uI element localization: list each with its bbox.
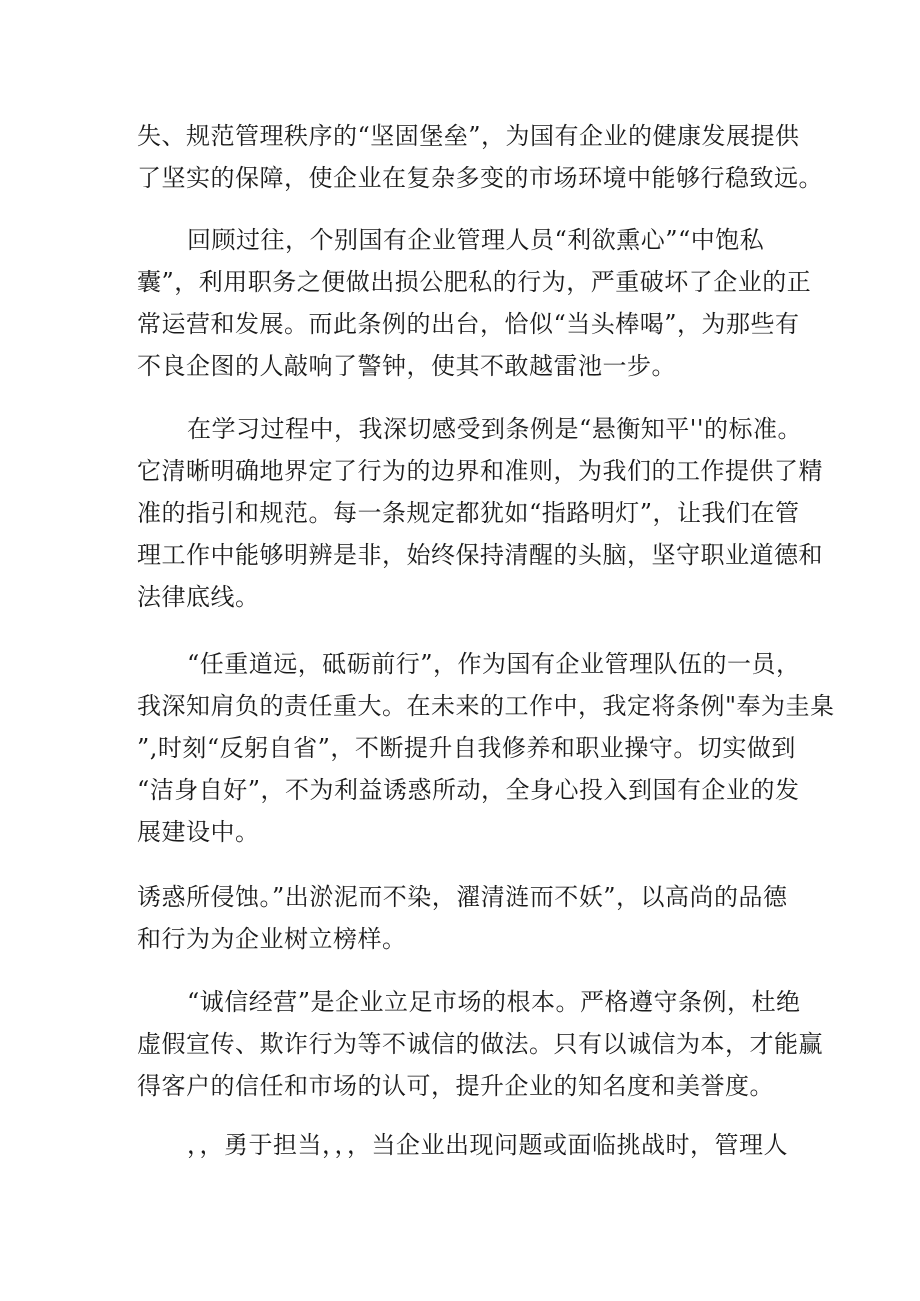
text-line: 了坚实的保障，使企业在复杂多变的市场环境中能够行稳致远。 (137, 164, 823, 192)
text-line: 准的指引和规范。每一条规定都犹如“指路明灯”，让我们在管 (137, 499, 800, 527)
text-line-content: ，，勇于担当，，，当企业出现问题或面临挑战时，管理人 (187, 1131, 788, 1159)
text-line: 虚假宣传、欺诈行为等不诚信的做法。只有以诚信为本，才能赢 (137, 1030, 823, 1058)
text-line-content: 在学习过程中，我深切感受到条例是“悬衡知平''的标准。 (187, 415, 802, 443)
text-line: 不良企图的人敲响了警钟，使其不敢越雷池一步。 (137, 352, 676, 380)
text-line: 它清晰明确地界定了行为的边界和准则，为我们的工作提供了精 (137, 457, 823, 485)
text-line-content: “任重道远，砥砺前行”，作为国有企业管理队伍的一员， (187, 650, 801, 678)
text-line (137, 1124, 797, 1166)
text-line: 常运营和发展。而此条例的出台，恰似“当头棒喝”，为那些有 (137, 310, 800, 338)
text-line (137, 643, 801, 685)
text-line-content: 回顾过往，个别国有企业管理人员“利欲熏心”“中饱私 (187, 226, 765, 254)
text-line: 我深知肩负的责任重大。在未来的工作中，我定将条例"奉为圭臬 (137, 692, 835, 720)
text-line-content: “诚信经营”是企业立足市场的根本。严格遵守条例，杜绝 (187, 988, 801, 1016)
paragraph (137, 219, 812, 387)
text-line: 理工作中能够明辨是非，始终保持清醒的头脑，坚守职业道德和 (137, 541, 823, 569)
text-line: ”,时刻“反躬自省”，不断提升自我修养和职业操守。切实做到 (137, 734, 796, 762)
text-line: 失、规范管理秩序的“坚固堡垒”，为国有企业的健康发展提供 (137, 122, 800, 150)
text-line (137, 981, 801, 1023)
text-line: 和行为为企业树立榜样。 (137, 925, 407, 953)
paragraph (137, 981, 823, 1107)
paragraph (137, 643, 835, 853)
text-line: 诱惑所侵蚀。”出淤泥而不染，濯清涟而不妖”，以高尚的品德 (137, 883, 788, 911)
paragraph (137, 1124, 797, 1166)
text-line: “洁身自好”，不为利益诱惑所动，全身心投入到国有企业的发 (137, 776, 800, 804)
text-line (137, 408, 802, 450)
text-line: 法律底线。 (137, 583, 260, 611)
paragraph (137, 115, 823, 199)
paragraph (137, 408, 823, 618)
paragraph (137, 876, 797, 960)
text-line: 囊”，利用职务之便做出损公肥私的行为，严重破坏了企业的正 (137, 268, 812, 296)
text-line: 得客户的信任和市场的认可，提升企业的知名度和美誉度。 (137, 1072, 774, 1100)
text-line: 展建设中。 (137, 818, 260, 846)
text-line (137, 219, 797, 261)
